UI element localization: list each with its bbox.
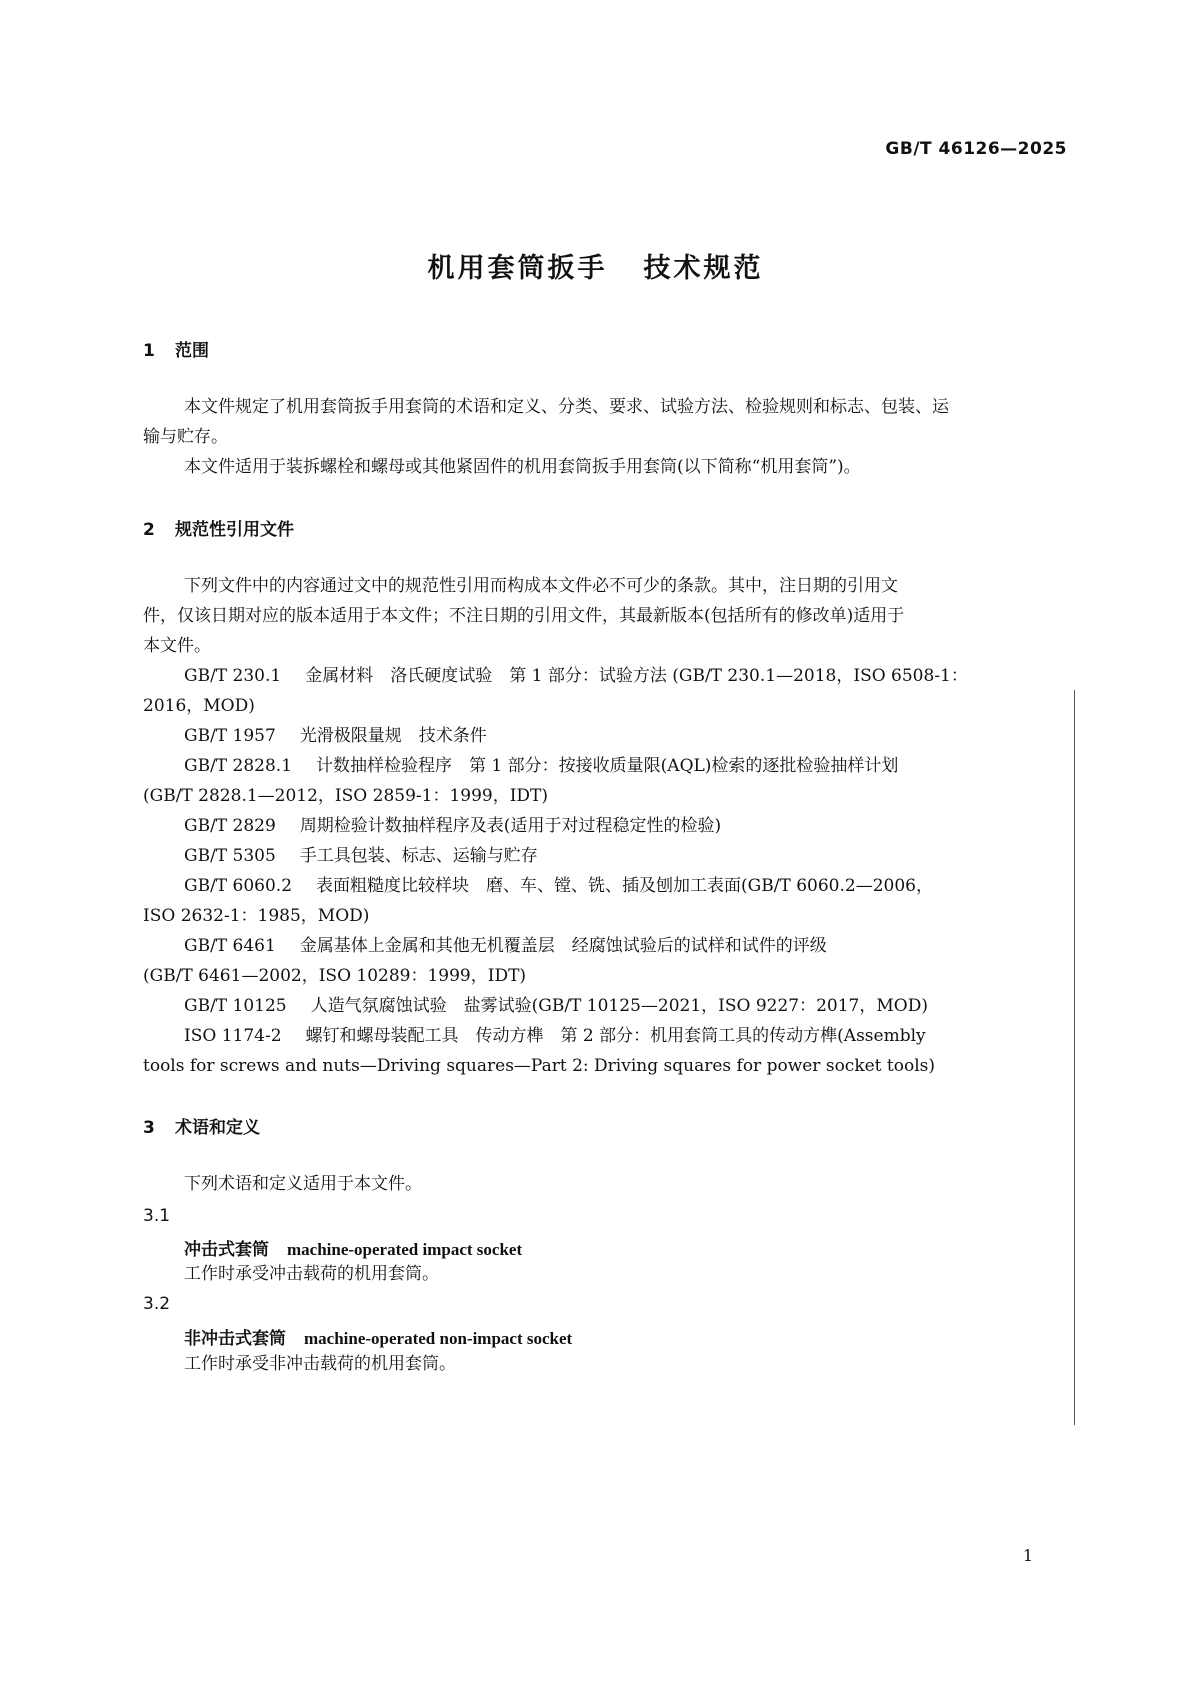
reference-continuation: ISO 2632-1：1985，MOD): [143, 906, 370, 926]
reference-code: GB/T 230.1: [184, 666, 282, 686]
reference-title: 金属基体上金属和其他无机覆盖层 经腐蚀试验后的试样和试件的评级: [299, 936, 827, 956]
section-number: 1: [143, 341, 155, 361]
paragraph-line: 下列文件中的内容通过文中的规范性引用而构成本文件必不可少的条款。其中，注日期的引用文: [184, 576, 898, 596]
reference-continuation: (GB/T 2828.1—2012，ISO 2859-1：1999，IDT): [143, 786, 549, 806]
term-en: machine-operated non-impact socket: [304, 1329, 573, 1348]
section-number: 2: [143, 520, 155, 540]
reference-code: ISO 1174-2: [184, 1026, 282, 1046]
reference-title: 手工具包装、标志、运输与贮存: [299, 846, 538, 866]
reference-continuation: 2016，MOD): [143, 696, 255, 716]
paragraph-line: 本文件。: [143, 636, 211, 656]
page-number: 1: [1022, 1546, 1033, 1565]
reference-code: GB/T 10125: [184, 996, 287, 1016]
reference-title: 周期检验计数抽样程序及表(适用于对过程稳定性的检验): [299, 816, 722, 836]
reference-title: 计数抽样检验程序 第 1 部分：按接收质量限(AQL)检索的逐批检验抽样计划: [316, 756, 899, 776]
term-zh: 非冲击式套筒: [184, 1329, 286, 1349]
term-number: 3.2: [143, 1294, 171, 1314]
section-3-heading: [143, 1113, 260, 1138]
section-title: 范围: [175, 341, 209, 361]
term-zh: 冲击式套筒: [184, 1240, 269, 1260]
reference-title: 表面粗糙度比较样块 磨、车、镗、铣、插及刨加工表面(GB/T 6060.2—2006，: [316, 876, 933, 896]
paragraph-line: 本文件规定了机用套筒扳手用套筒的术语和定义、分类、要求、试验方法、检验规则和标志、包装、运: [184, 397, 949, 417]
section-1-heading: [143, 336, 209, 361]
section-title: 术语和定义: [175, 1118, 260, 1138]
reference-title: 光滑极限量规 技术条件: [299, 726, 487, 746]
reference-continuation: tools for screws and nuts—Driving squares—Part 2: Driving squares for power socket tools): [143, 1056, 936, 1076]
reference-code: GB/T 6060.2: [184, 876, 293, 896]
reference-entry: [184, 876, 933, 896]
reference-title: 金属材料 洛氏硬度试验 第 1 部分：试验方法 (GB/T 230.1—2018，ISO 6508-1：: [305, 666, 968, 686]
term-heading: [184, 1235, 522, 1260]
reference-entry: [184, 666, 968, 686]
reference-continuation: (GB/T 6461—2002，ISO 10289：1999，IDT): [143, 966, 527, 986]
reference-title: 螺钉和螺母装配工具 传动方榫 第 2 部分：机用套筒工具的传动方榫(Assembly: [305, 1026, 926, 1046]
section-number: 3: [143, 1118, 155, 1138]
reference-code: GB/T 2829: [184, 816, 276, 836]
title-part-1: 机用套筒扳手: [427, 253, 608, 284]
document-code: GB/T 46126—2025: [885, 139, 1067, 159]
reference-entry: [184, 936, 827, 956]
term-en: machine-operated impact socket: [287, 1240, 523, 1259]
reference-code: GB/T 2828.1: [184, 756, 293, 776]
document-title: [0, 246, 1191, 285]
term-definition: 工作时承受非冲击载荷的机用套筒。: [184, 1354, 456, 1374]
reference-code: GB/T 5305: [184, 846, 276, 866]
reference-entry: [184, 1026, 926, 1046]
term-number: 3.1: [143, 1206, 171, 1226]
section-title: 规范性引用文件: [175, 520, 294, 540]
paragraph-line: 输与贮存。: [143, 427, 228, 447]
reference-entry: [184, 816, 721, 836]
reference-code: GB/T 6461: [184, 936, 276, 956]
title-part-2: 技术规范: [643, 253, 764, 284]
margin-rule: [1074, 690, 1075, 1425]
reference-entry: [184, 846, 538, 866]
paragraph: 本文件适用于装拆螺栓和螺母或其他紧固件的机用套筒扳手用套筒(以下简称“机用套筒”)。: [184, 457, 861, 477]
paragraph-line: 件，仅该日期对应的版本适用于本文件；不注日期的引用文件，其最新版本(包括所有的修改单)适用于: [143, 606, 905, 626]
reference-entry: [184, 726, 487, 746]
term-heading: [184, 1324, 572, 1349]
paragraph: 下列术语和定义适用于本文件。: [184, 1174, 422, 1194]
reference-title: 人造气氛腐蚀试验 盐雾试验(GB/T 10125—2021，ISO 9227：2017，MOD): [310, 996, 928, 1016]
reference-entry: [184, 756, 898, 776]
term-definition: 工作时承受冲击载荷的机用套筒。: [184, 1264, 439, 1284]
reference-entry: [184, 996, 928, 1016]
reference-code: GB/T 1957: [184, 726, 276, 746]
section-2-heading: [143, 515, 294, 540]
